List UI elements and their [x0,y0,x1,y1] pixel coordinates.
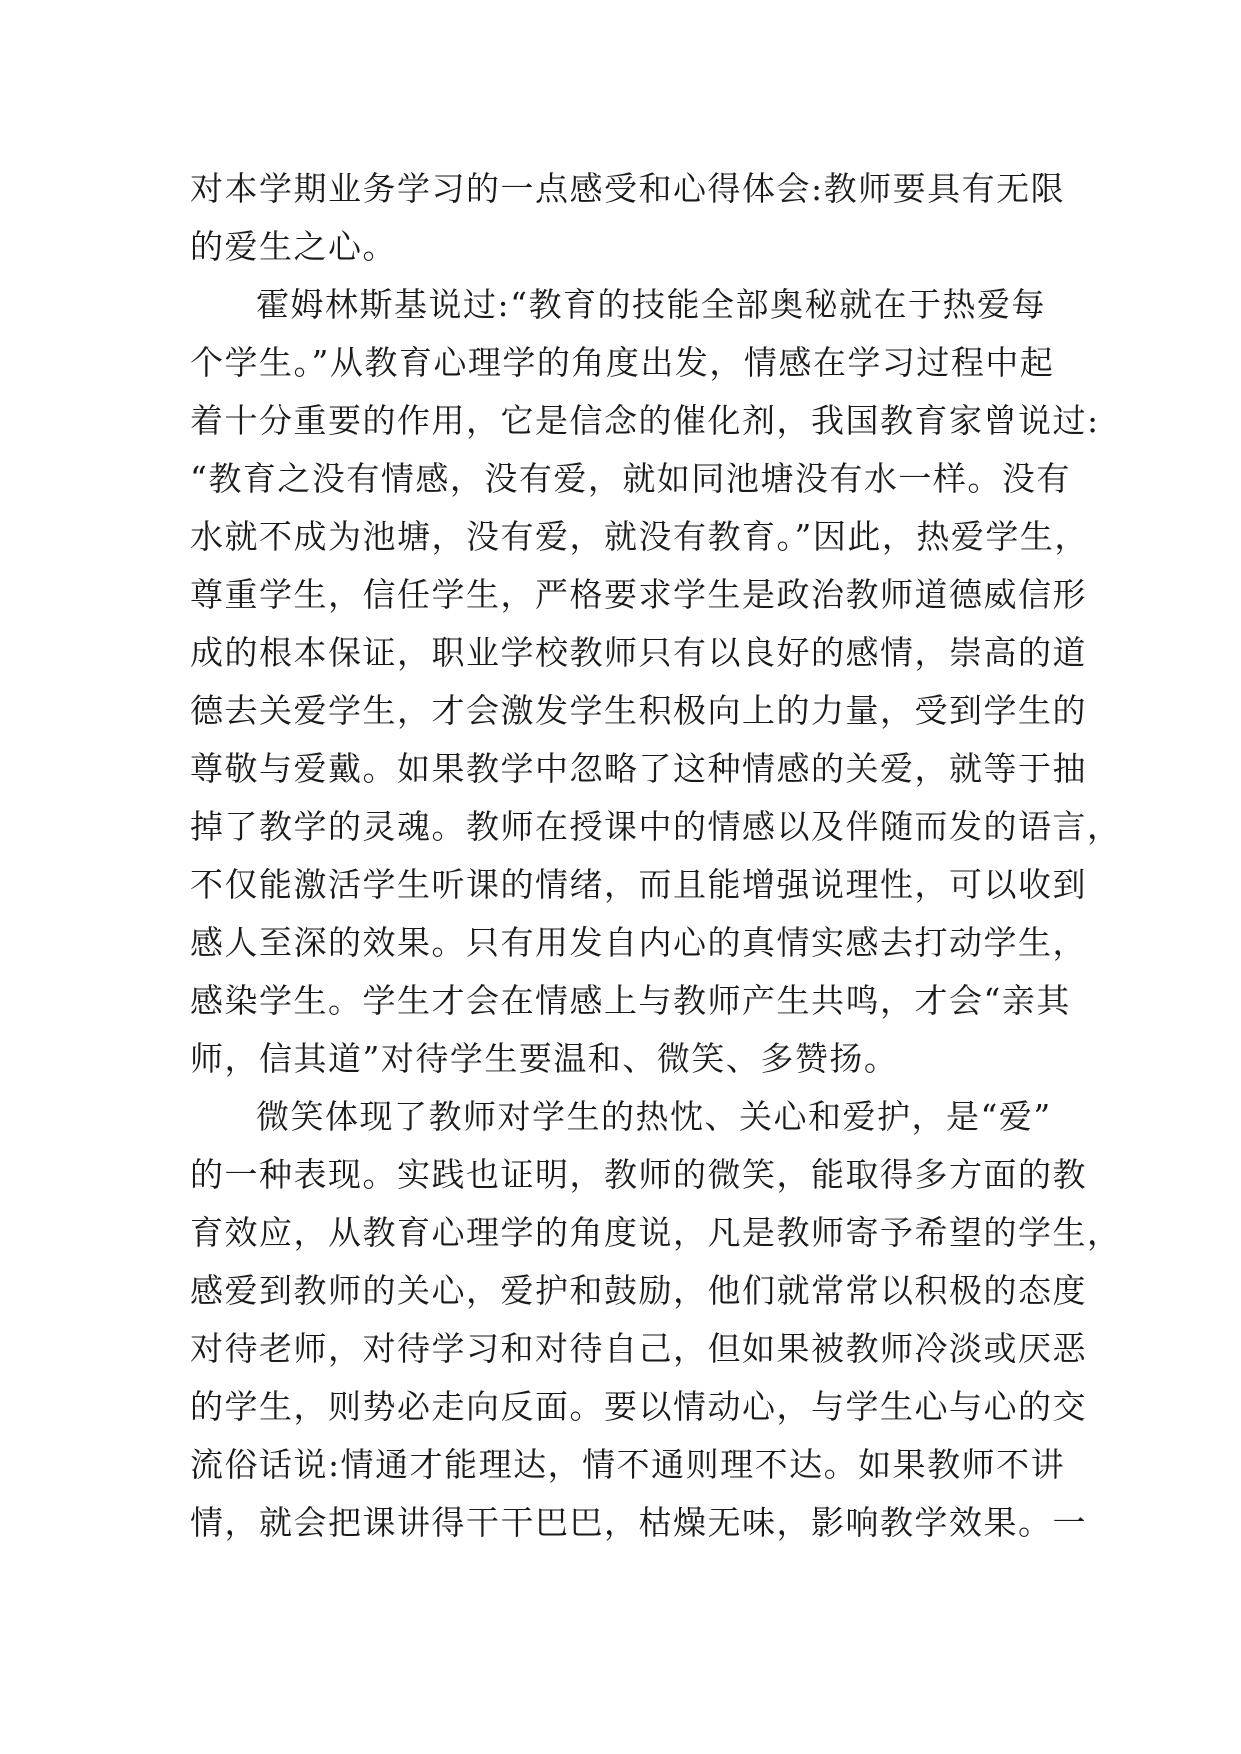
text-line: 个学生。”从教育心理学的角度出发，情感在学习过程中起 [190,343,1055,382]
text-line: 尊敬与爱戴。如果教学中忽略了这种情感的关爱，就等于抽 [190,749,1087,788]
text-line: 着十分重要的作用，它是信念的催化剂，我国教育家曾说过: [190,401,1100,440]
text-line: 感人至深的效果。只有用发自内心的真情实感去打动学生， [190,923,1087,962]
text-line: 的爱生之心。 [190,227,397,266]
body-text [190,160,1122,1552]
text-line: 成的根本保证，职业学校教师只有以良好的感情，崇高的道 [190,633,1087,672]
text-line: 掉了教学的灵魂。教师在授课中的情感以及伴随而发的语言， [190,807,1122,846]
text-line: 的一种表现。实践也证明，教师的微笑，能取得多方面的教 [190,1155,1087,1194]
text-line: 德去关爱学生，才会激发学生积极向上的力量，受到学生的 [190,691,1087,730]
text-line: “教育之没有情感，没有爱，就如同池塘没有水一样。没有 [190,459,1071,498]
text-line: 流俗话说:情通才能理达，情不通则理不达。如果教师不讲 [190,1445,1066,1484]
text-line: 感爱到教师的关心，爱护和鼓励，他们就常常以积极的态度 [190,1271,1087,1310]
text-line: 育效应，从教育心理学的角度说，凡是教师寄予希望的学生， [190,1213,1122,1252]
text-line: 的学生，则势必走向反面。要以情动心，与学生心与心的交 [190,1387,1087,1426]
text-line: 不仅能激活学生听课的情绪，而且能增强说理性，可以收到 [190,865,1087,904]
text-line: 对本学期业务学习的一点感受和心得体会:教师要具有无限 [190,169,1066,208]
paragraph-start-line: 微笑体现了教师对学生的热忱、关心和爱护，是“爱” [256,1097,1052,1136]
text-line: 尊重学生，信任学生，严格要求学生是政治教师道德威信形 [190,575,1087,614]
text-line: 师，信其道”对待学生要温和、微笑、多赞扬。 [190,1039,899,1078]
text-line: 水就不成为池塘，没有爱，就没有教育。”因此，热爱学生， [190,517,1089,556]
text-line: 感染学生。学生才会在情感上与教师产生共鸣，才会“亲其 [190,981,1071,1020]
text-line: 对待老师，对待学习和对待自己，但如果被教师冷淡或厌恶 [190,1329,1087,1368]
paragraph-start-line: 霍姆林斯基说过:“教育的技能全部奥秘就在于热爱每 [256,285,1046,324]
text-line: 情，就会把课讲得干干巴巴，枯燥无味，影响教学效果。一 [190,1503,1087,1542]
